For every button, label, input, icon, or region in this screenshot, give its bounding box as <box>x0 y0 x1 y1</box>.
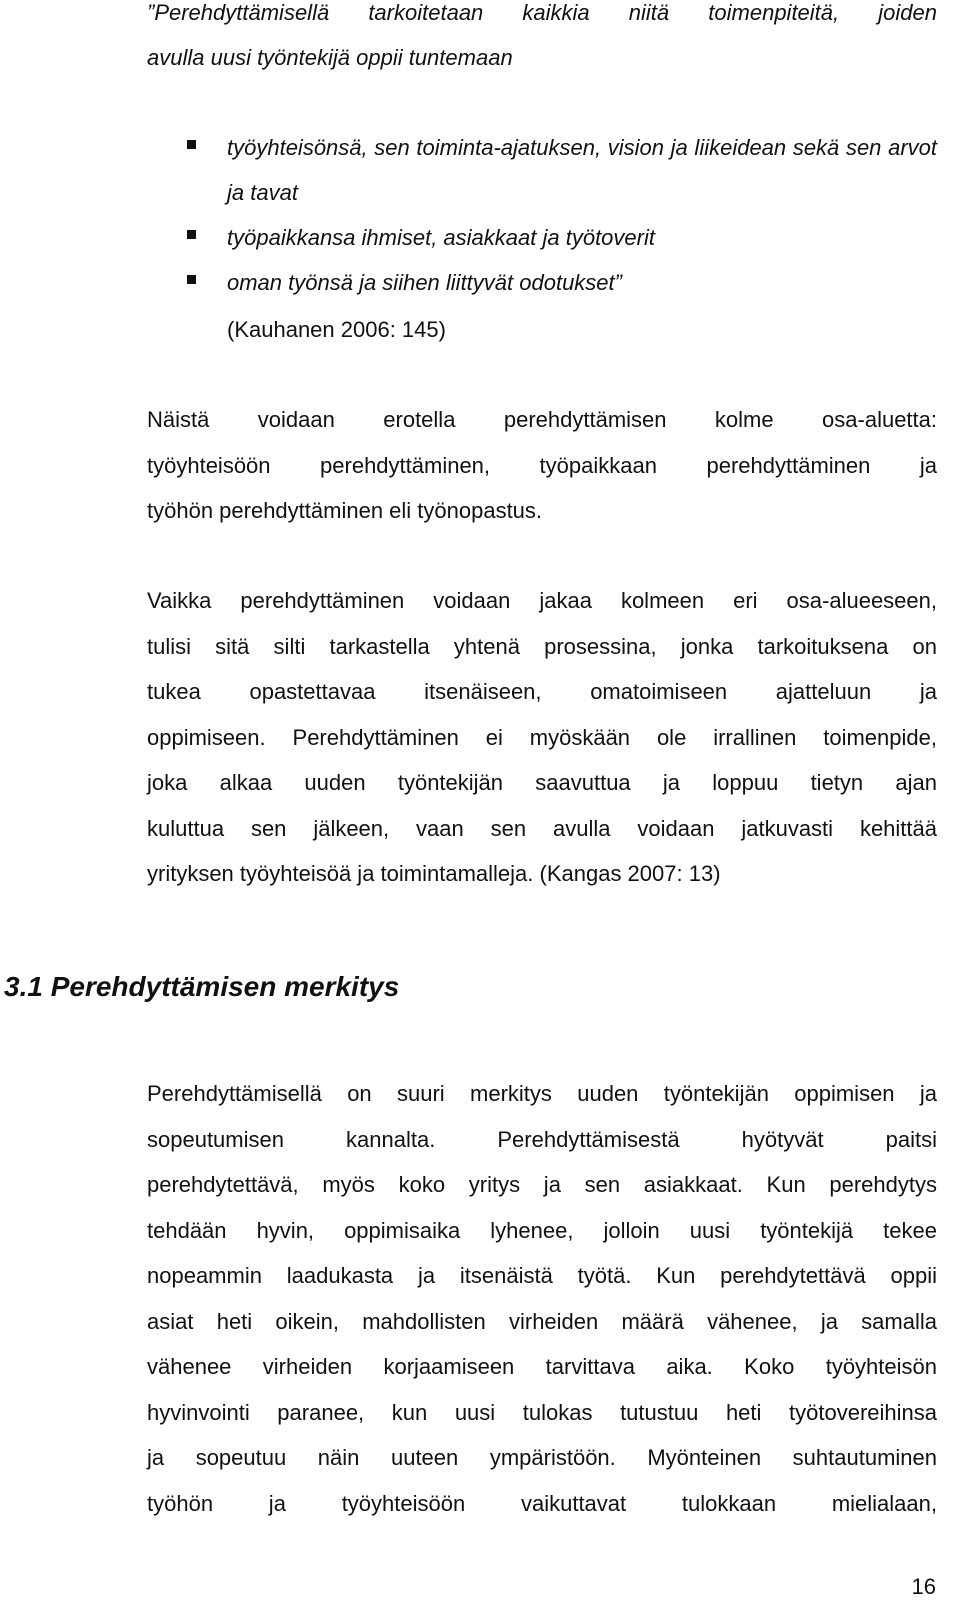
quote-bullet-item <box>187 215 937 260</box>
paragraph-line: tukea opastettavaa itsenäiseen, omatoimiseen ajatteluun ja <box>147 679 937 704</box>
paragraph-line: hyvinvointi paranee, kun uusi tulokas tutustuu heti työtovereihinsa <box>147 1399 937 1425</box>
quote-bullet-item <box>187 260 937 305</box>
paragraph-line: sopeutumisen kannalta. Perehdyttämisestä hyötyvät paitsi <box>147 1126 937 1152</box>
paragraph-line: ja sopeutuu näin uuteen ympäristöön. Myönteinen suhtautuminen <box>147 1445 937 1470</box>
paragraph-line: työhön ja työyhteisöön vaikuttavat tulokkaan mielialaan, <box>147 1490 937 1516</box>
paragraph-prosessi <box>147 578 937 897</box>
paragraph-line: perehdytettävä, myös koko yritys ja sen asiakkaat. Kun perehdytys <box>147 1172 937 1197</box>
paragraph-line: Näistä voidaan erotella perehdyttämisen kolme osa-aluetta: <box>147 407 937 432</box>
paragraph-osa-alueet <box>147 397 937 534</box>
paragraph-line: Perehdyttämisellä on suuri merkitys uuden työntekijän oppimisen ja <box>147 1081 937 1106</box>
paragraph-line: työyhteisöön perehdyttäminen, työpaikkaan perehdyttäminen ja <box>147 452 937 478</box>
paragraph-line: työhön perehdyttäminen eli työnopastus. <box>147 498 543 523</box>
quote-intro-line-1: ”Perehdyttämisellä tarkoitetaan kaikkia niitä toimenpiteitä, joiden <box>147 0 937 25</box>
paragraph-line: kuluttua sen jälkeen, vaan sen avulla voidaan jatkuvasti kehittää <box>147 815 937 841</box>
paragraph-merkitys <box>147 1071 937 1526</box>
quote-bullet-text: työyhteisönsä, sen toiminta-ajatuksen, vision ja liikeidean sekä sen arvot ja tavat <box>227 135 937 205</box>
paragraph-line: Vaikka perehdyttäminen voidaan jakaa kolmeen eri osa-alueeseen, <box>147 588 937 613</box>
section-heading: 3.1 Perehdyttämisen merkitys <box>4 971 400 1002</box>
paragraph-line: yrityksen työyhteisöä ja toimintamalleja. (Kangas 2007: 13) <box>147 861 721 886</box>
paragraph-line: joka alkaa uuden työntekijän saavuttua ja loppuu tietyn ajan <box>147 770 937 795</box>
paragraph-line: oppimiseen. Perehdyttäminen ei myöskään ole irrallinen toimenpide, <box>147 724 937 750</box>
paragraph-line: tulisi sitä silti tarkastella yhtenä prosessina, jonka tarkoituksena on <box>147 633 937 659</box>
quote-citation: (Kauhanen 2006: 145) <box>227 317 446 342</box>
quote-bullet-item <box>187 125 937 215</box>
quote-intro-line-2: avulla uusi työntekijä oppii tuntemaan <box>147 45 513 70</box>
square-bullet-icon <box>187 230 196 239</box>
square-bullet-icon <box>187 140 196 149</box>
paragraph-line: tehdään hyvin, oppimisaika lyhenee, jolloin uusi työntekijä tekee <box>147 1217 937 1243</box>
paragraph-line: vähenee virheiden korjaamiseen tarvittava aika. Koko työyhteisön <box>147 1354 937 1379</box>
quote-bullet-list <box>187 125 937 305</box>
quote-bullet-text: työpaikkansa ihmiset, asiakkaat ja työtoverit <box>227 225 655 250</box>
paragraph-line: nopeammin laadukasta ja itsenäistä työtä. Kun perehdytettävä oppii <box>147 1263 937 1288</box>
quote-bullet-text: oman työnsä ja siihen liittyvät odotukset” <box>227 270 622 295</box>
page-number: 16 <box>911 1574 936 1599</box>
square-bullet-icon <box>187 275 196 284</box>
paragraph-line: asiat heti oikein, mahdollisten virheiden määrä vähenee, ja samalla <box>147 1308 937 1334</box>
